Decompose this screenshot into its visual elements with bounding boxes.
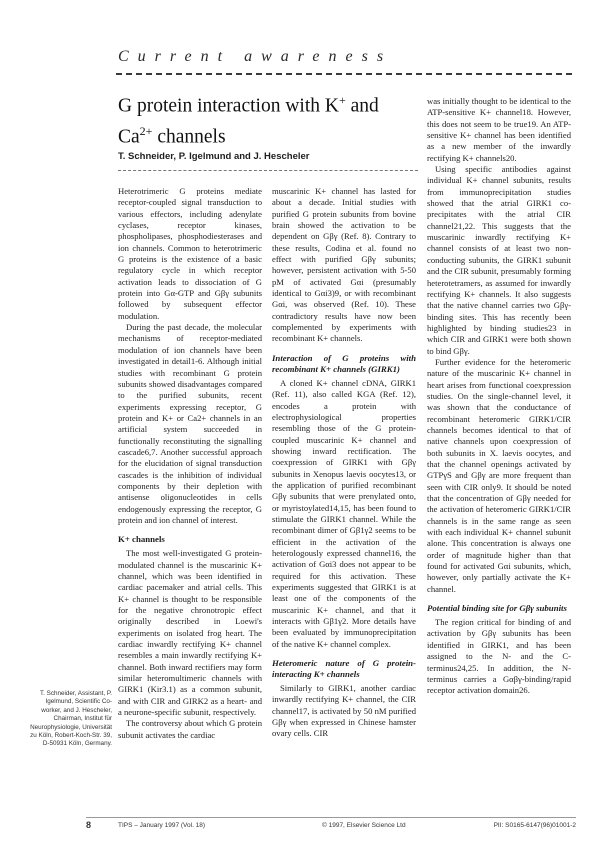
paragraph: Heterotrimeric G proteins mediate receptor-coupled signal transduction to various effectors, including adenylate cyclases, receptor kinases, phospholipases, phosphodiesterases and ion channels. Common to heterotrimeric G proteins is the existence of a basic regulatory cycle in which receptor activation leads to dissociation of G protein into Gα-GTP and Gβγ subunits followed by subsequent effector modulation. — [118, 186, 262, 321]
text-column-3 — [427, 96, 571, 697]
paragraph: The region critical for binding of and activation by Gβγ subunits has been identified in GIRK1, and has been assigned to the N- and the C-terminus24,25. In addition, the N-terminus carries a Gαβγ-binding/rapid receptor activation domain26. — [427, 617, 571, 696]
page-number: 8 — [86, 820, 92, 830]
page-footer — [86, 822, 576, 834]
section-heading: Potential binding site for Gβγ subunits — [427, 603, 567, 614]
paragraph: The most well-investigated G protein-modulated channel is the muscarinic K+ channel, which was been identified in cardiac pacemaker and atrial cells. This K+ channel is thought to be responsible for the negative chronotropic effect originally described in Loewi's experiments on isolated frog heart. The cardiac inwardly rectifying K+ channel resembles a main inwardly rectifying K+ channel. Both inward rectifiers may form similar heteromultimeric channels with GIRK1 (Kir3.1) as a common subunit, and with CIR and GIRK2 as a heart- and a neurone-specific subunit, respectively. — [118, 548, 262, 718]
journal-copyright: © 1997, Elsevier Science Ltd — [322, 822, 406, 829]
title-sup-a: + — [338, 93, 346, 107]
paragraph: A cloned K+ channel cDNA, GIRK1 (Ref. 11), also called KGA (Ref. 12), encodes a protein with electrophysiological properties resembling those of the G protein-coupled muscarinic K+ channel and showing inward rectification. The coexpression of GIRK1 with Gβγ subunits in Xenopus laevis oocytes13, or the application of purified recombinant Gβγ subunits that were prenylated onto, or myristoylated14,15, has been found to stimulate the GIRK1 channel. While the recombinant dimer of Gβ1γ2 seems to be efficient in the activation of the heterologously expressed channel16, the activation of Gαi3 does not appear to be required for this activation. These experiments suggested that GIRK1 is at least one of the components of the muscarinic K+ channel, and that it interacts with Gβ1γ2. More details have been evaluated by immunoprecipitation of the native K+ channel complex. — [272, 377, 416, 649]
footer-rule — [86, 817, 576, 818]
title-part-a: G protein interaction with K — [118, 95, 339, 117]
section-heading: Heteromeric nature of G protein-interacting K+ channels — [272, 658, 416, 680]
paragraph: Further evidence for the heteromeric nature of the muscarinic K+ channel in heart arises from functional coexpression studies. On the single-channel level, it was shown that the conductance of recombinant heteromeric GIRK1/CIR channels becomes identical to that of native channels upon coexpression of both subunits in X. laevis oocytes, and that the channel openings activated by GTPγS and Gβγ are more frequent than seen with CIR only9. It should be noted that the concentration of Gβγ needed for the activation of heteromeric GIRK1/CIR channels is in the same range as seen with each individual K+ channel subunit alone. This concentration is always one order of magnitude higher than that found for activated Gαi subunits, which, however, only partially activate the K+ channel. — [427, 356, 571, 594]
title-part-c: channels — [152, 126, 226, 147]
section-heading: K+ channels — [118, 534, 165, 545]
paragraph: Using specific antibodies against individual K+ channel subunits, results from immunoprecipitation studies showed that the atrial GIRK1 co-precipitates with the atrial CIR channel21,22. This suggests that the muscarinic inwardly rectifying K+ channel consists of at least two non-conducting subunits, the GIRK1 subunit and the CIR subunit, presumably forming heterotetramers, as assumed for inwardly rectifying K+ channels. It also suggests that the native channel carries two Gβγ-binding sites. This has recently been highlighted by binding studies23 in which CIR and GIRK1 were both shown to bind Gβγ. — [427, 164, 571, 356]
paragraph: Similarly to GIRK1, another cardiac inwardly rectifying K+ channel, the CIR channel17, is activated by 50 nM purified Gβγ when expressed in Chinese hamster ovary cells. CIR — [272, 683, 416, 739]
title-rule — [118, 170, 418, 171]
text-column-1 — [118, 186, 262, 741]
author-list: T. Schneider, P. Igelmund and J. Hescheler — [118, 151, 310, 162]
paragraph: was initially thought to be identical to the ATP-sensitive K+ channel18. However, this does not seem to be true19. An ATP-sensitive K+ channel has been identified as a new member of the inwardly rectifying K+ channels20. — [427, 96, 571, 163]
paragraph: muscarinic K+ channel has lasted for about a decade. Initial studies with purified G protein subunits from bovine brain showed the activation to be dependent on Gβγ (Ref. 8). Contrary to these results, Codina et al. found no effect with purified Gβγ subunits; however, persistent activation with 5-50 pM of activated Gαi (presumably identical to Gαi3)9, or with recombinant Gαi, was observed (Ref. 10). These contradictory results have now been complemented by experiments with recombinant K+ channels. — [272, 186, 416, 344]
section-banner: Current awareness — [118, 48, 393, 65]
article-title — [118, 88, 418, 149]
title-sup-b: 2+ — [139, 123, 153, 138]
pii-code: PII: S0165-6147(96)01001-2 — [493, 822, 576, 829]
section-heading: Interaction of G proteins with recombinant K+ channels (GIRK1) — [272, 352, 416, 374]
text-column-2 — [272, 186, 416, 740]
paragraph: The controversy about which G protein subunit activates the cardiac — [118, 718, 262, 740]
publication-info: TIPS – January 1997 (Vol. 18) — [118, 822, 206, 829]
author-affiliation: T. Schneider, Assistant, P. Igelmund, Scientific Co-worker, and J. Hescheler, Chairman, Institut für Neurophysiologie, Universität zu Köln, Robert-Koch-Str. 39, D-50931 Köln, Germany. — [30, 690, 112, 748]
banner-rule — [116, 73, 572, 75]
title-part-b: and Ca — [118, 95, 379, 147]
paragraph: During the past decade, the molecular mechanisms of receptor-mediated modulation of ion channels have been investigated in detail1-6. Although initial studies with recombinant G protein subunits showed disadvantages compared to the purified subunits, recent experiments expressing receptor, G protein and K+ or Ca2+ channels in an artificial system succeeded in functionally reconstituting the signalling cascade6,7. Another successful approach for the elucidation of signal transduction cascades is the inhibition of individual components by their depletion with antisense oligonucleotides in cells endogenously expressing the receptor, G protein and ion channel of interest. — [118, 322, 262, 525]
